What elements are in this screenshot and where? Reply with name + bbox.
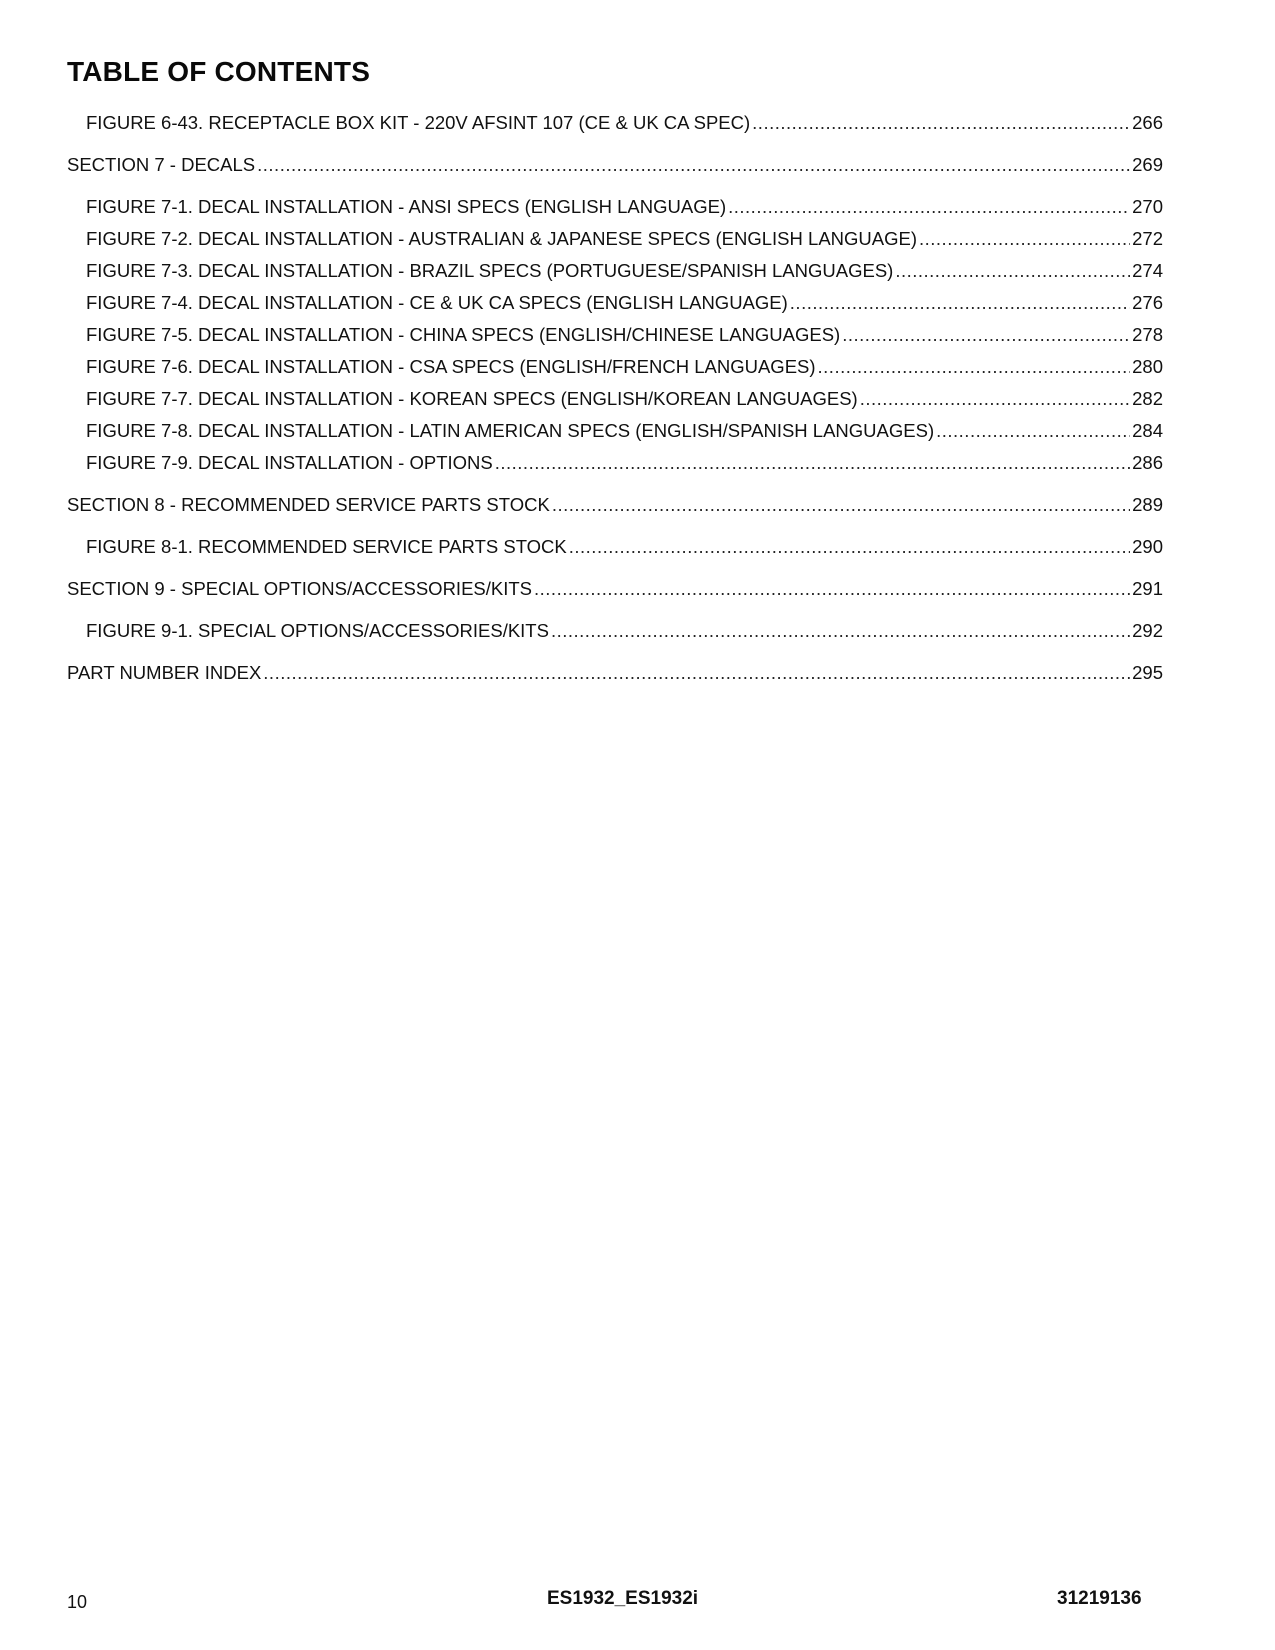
page-footer (67, 1588, 1163, 1618)
toc-entry-label: FIGURE 7-7. DECAL INSTALLATION - KOREAN SPECS (ENGLISH/KOREAN LANGUAGES) (86, 388, 858, 409)
dot-leader (551, 615, 1130, 647)
toc-entry-page: 272 (1132, 228, 1163, 249)
dot-leader (257, 149, 1130, 181)
toc-entry-page: 290 (1132, 536, 1163, 557)
dot-leader (860, 383, 1130, 415)
dot-leader (936, 415, 1130, 447)
toc-entry-label: FIGURE 6-43. RECEPTACLE BOX KIT - 220V AFSINT 107 (CE & UK CA SPEC) (86, 112, 751, 133)
toc-entry-figure-6-43[interactable] (67, 107, 1163, 139)
toc-entry-page: 280 (1132, 356, 1163, 377)
page-title: TABLE OF CONTENTS (67, 56, 371, 87)
dot-leader (495, 447, 1130, 479)
dot-leader (790, 287, 1130, 319)
toc-entry-figure-7-5[interactable] (67, 319, 1163, 351)
table-of-contents (67, 107, 1163, 699)
dot-leader (818, 351, 1131, 383)
dot-leader (552, 489, 1130, 521)
toc-entry-page: 269 (1132, 154, 1163, 175)
toc-entry-section-9[interactable] (67, 573, 1163, 605)
toc-entry-page: 286 (1132, 452, 1163, 473)
footer-doc-number: 31219136 (1057, 1588, 1142, 1609)
toc-entry-page: 270 (1132, 196, 1163, 217)
toc-entry-figure-7-4[interactable] (67, 287, 1163, 319)
toc-entry-page: 276 (1132, 292, 1163, 313)
dot-leader (534, 573, 1130, 605)
toc-entry-label: SECTION 7 - DECALS (67, 154, 256, 175)
toc-entry-part-number-index[interactable] (67, 657, 1163, 689)
toc-entry-figure-7-3[interactable] (67, 255, 1163, 287)
footer-model: ES1932_ES1932i (547, 1588, 699, 1609)
footer-page-number: 10 (67, 1592, 88, 1612)
toc-entry-label: FIGURE 7-6. DECAL INSTALLATION - CSA SPECS (ENGLISH/FRENCH LANGUAGES) (86, 356, 816, 377)
dot-leader (895, 255, 1130, 287)
toc-entry-page: 282 (1132, 388, 1163, 409)
dot-leader (752, 107, 1130, 139)
toc-entry-label: FIGURE 7-4. DECAL INSTALLATION - CE & UK CA SPECS (ENGLISH LANGUAGE) (86, 292, 788, 313)
toc-entry-figure-8-1[interactable] (67, 531, 1163, 563)
dot-leader (263, 657, 1130, 689)
toc-entry-label: FIGURE 7-5. DECAL INSTALLATION - CHINA SPECS (ENGLISH/CHINESE LANGUAGES) (86, 324, 841, 345)
toc-entry-figure-7-8[interactable] (67, 415, 1163, 447)
toc-entry-label: SECTION 8 - RECOMMENDED SERVICE PARTS STOCK (67, 494, 550, 515)
toc-entry-label: FIGURE 8-1. RECOMMENDED SERVICE PARTS STOCK (86, 536, 567, 557)
dot-leader (842, 319, 1130, 351)
toc-entry-page: 289 (1132, 494, 1163, 515)
toc-entry-label: SECTION 9 - SPECIAL OPTIONS/ACCESSORIES/KITS (67, 578, 533, 599)
toc-entry-page: 295 (1132, 662, 1163, 683)
toc-entry-page: 291 (1132, 578, 1163, 599)
toc-entry-page: 292 (1132, 620, 1163, 641)
toc-entry-figure-7-7[interactable] (67, 383, 1163, 415)
toc-entry-label: FIGURE 7-3. DECAL INSTALLATION - BRAZIL SPECS (PORTUGUESE/SPANISH LANGUAGES) (86, 260, 894, 281)
dot-leader (569, 531, 1130, 563)
toc-entry-label: FIGURE 7-8. DECAL INSTALLATION - LATIN AMERICAN SPECS (ENGLISH/SPANISH LANGUAGES) (86, 420, 935, 441)
toc-entry-figure-7-2[interactable] (67, 223, 1163, 255)
toc-entry-label: PART NUMBER INDEX (67, 662, 262, 683)
toc-entry-label: FIGURE 7-9. DECAL INSTALLATION - OPTIONS (86, 452, 493, 473)
toc-entry-page: 278 (1132, 324, 1163, 345)
toc-entry-page: 266 (1132, 112, 1163, 133)
dot-leader (728, 191, 1130, 223)
toc-entry-label: FIGURE 9-1. SPECIAL OPTIONS/ACCESSORIES/KITS (86, 620, 549, 641)
toc-entry-figure-7-9[interactable] (67, 447, 1163, 479)
toc-entry-figure-7-1[interactable] (67, 191, 1163, 223)
toc-entry-section-8[interactable] (67, 489, 1163, 521)
toc-entry-figure-9-1[interactable] (67, 615, 1163, 647)
toc-entry-page: 274 (1132, 260, 1163, 281)
toc-entry-section-7[interactable] (67, 149, 1163, 181)
toc-entry-label: FIGURE 7-2. DECAL INSTALLATION - AUSTRALIAN & JAPANESE SPECS (ENGLISH LANGUAGE) (86, 228, 917, 249)
toc-entry-label: FIGURE 7-1. DECAL INSTALLATION - ANSI SPECS (ENGLISH LANGUAGE) (86, 196, 727, 217)
toc-entry-figure-7-6[interactable] (67, 351, 1163, 383)
toc-entry-page: 284 (1132, 420, 1163, 441)
dot-leader (919, 223, 1130, 255)
